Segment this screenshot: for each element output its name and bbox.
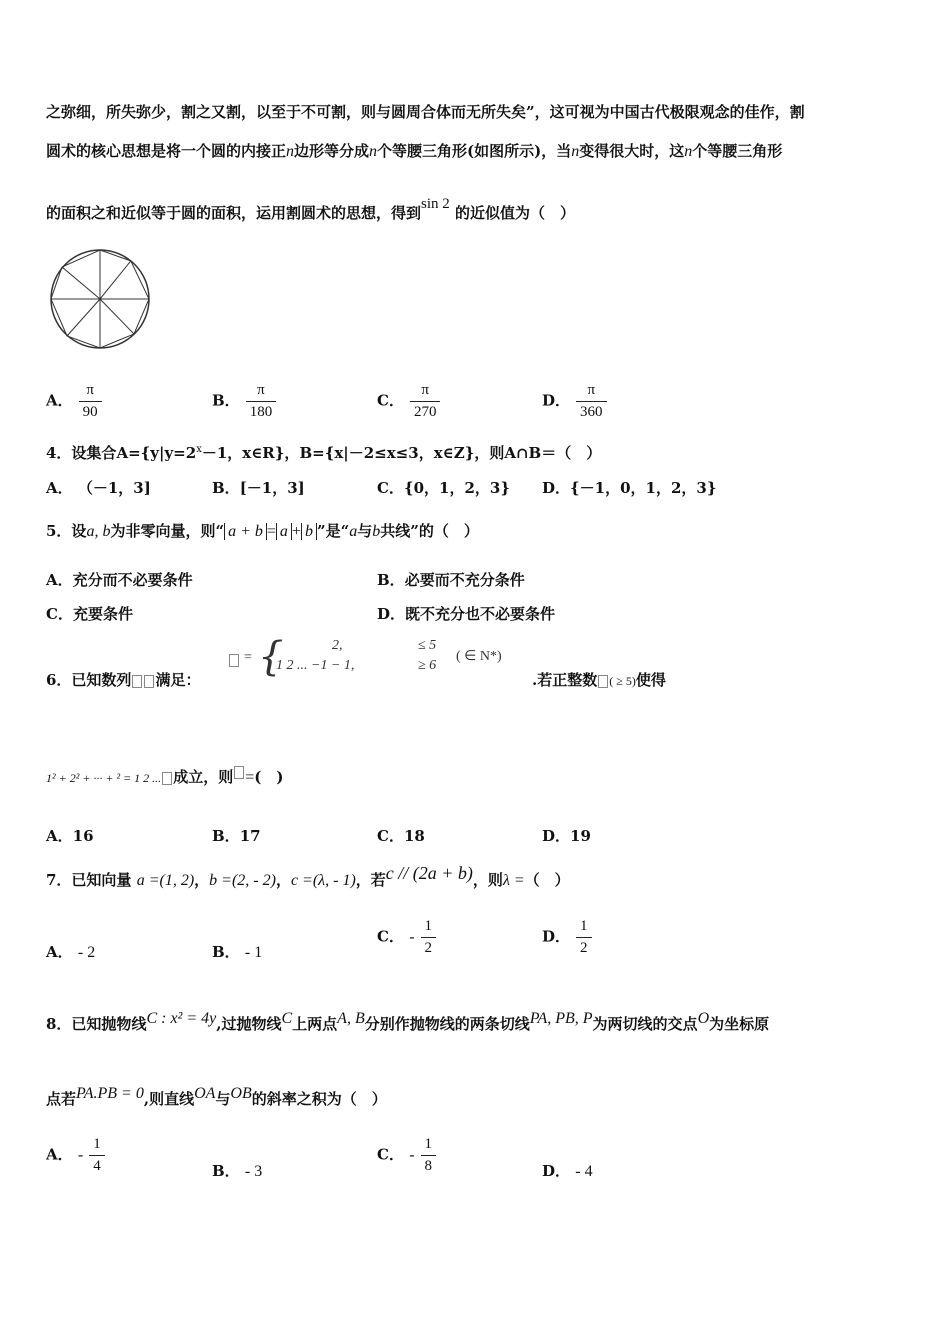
q5-option-d[interactable]: D．既不充分也不必要条件 <box>377 605 556 623</box>
q6-option-b[interactable]: B．17 <box>212 827 261 845</box>
q6-stem: 6．已知数列 满足： <box>46 671 201 689</box>
q6-option-d[interactable]: D．19 <box>542 827 591 845</box>
q3-line3: 的面积之和近似等于圆的面积，运用割圆术的思想，得到sin 2 的近似值为（ ） <box>46 196 576 222</box>
q6-option-a[interactable]: A．16 <box>46 827 94 845</box>
q3-line1: 之弥细，所失弥少，割之又割，以至于不可割，则与圆周合体而无所失矣”，这可视为中国古代极限观念的佳作，割 <box>46 103 805 121</box>
q3-option-c[interactable]: C． $\frac{\pi}{270}$ <box>377 382 440 421</box>
q6-piecewise: = { 2, 1 2 ... −1 − 1, ≤ 5 ≥ 6 ( ∈ N*) <box>228 636 538 686</box>
q5-option-b[interactable]: B．必要而不充分条件 <box>377 571 525 589</box>
q3-option-d[interactable]: D． $\frac{\pi}{360}$ <box>542 382 607 421</box>
q8-option-c[interactable]: C． - $\frac{1}{8}$ <box>377 1136 436 1175</box>
q5-option-c[interactable]: C．充要条件 <box>46 605 133 623</box>
q8-option-b[interactable]: B． - 3 <box>212 1162 263 1180</box>
q4-stem: 4．设集合$A=\{y|y=2^x-1$，x∈R}，B={x|－2≤x≤3，x∈Z}，则A∩B＝（ ） <box>46 444 602 462</box>
q3-line2: 圆术的核心思想是将一个圆的内接正n边形等分成n个等腰三角形(如图所示)，当n变得很大时，这n个等腰三角形 <box>46 142 783 160</box>
q8-option-a[interactable]: A． - $\frac{1}{4}$ <box>46 1136 105 1175</box>
q5-option-a[interactable]: A．充分而不必要条件 <box>46 571 193 589</box>
q3-option-b[interactable]: B． $\frac{\pi}{180}$ <box>212 382 276 421</box>
q7-stem: 7．已知向量 a =(1, 2)，b =(2, - 2)，c =(λ, - 1)，若c // (2a + b)，则λ =（ ） <box>46 863 570 889</box>
q4-option-d[interactable]: D．{－1，0，1，2，3} <box>542 479 717 497</box>
q4-option-b[interactable]: B．[－1，3] <box>212 479 305 497</box>
q4-option-a[interactable]: A． （－1，3] <box>46 479 151 497</box>
q7-option-b[interactable]: B． - 1 <box>212 943 263 961</box>
q4-option-c[interactable]: C．{0，1，2，3} <box>377 479 510 497</box>
q6-option-c[interactable]: C．18 <box>377 827 425 845</box>
q8-option-d[interactable]: D． - 4 <box>542 1162 593 1180</box>
q8-line2: 点若PA.PB = 0,则直线OA与OB的斜率之积为（ ） <box>46 1085 387 1108</box>
circle-division-figure <box>46 248 156 352</box>
q8-stem: 8．已知抛物线C : x² = 4y,过抛物线C上两点A, B分别作抛物线的两条切线PA, PB, P为两切线的交点O为坐标原 <box>46 1010 770 1033</box>
q7-option-d[interactable]: D． $\frac{1}{2}$ <box>542 918 592 957</box>
q5-stem: 5．设a, b为非零向量，则“ a + b = a + b ”是“a与b共线”的（ ） <box>46 522 479 540</box>
q6-stem-tail: .若正整数 ( ≥ 5)使得 <box>532 671 666 689</box>
q7-option-c[interactable]: C． - $\frac{1}{2}$ <box>377 918 436 957</box>
q6-line2: 1² + 2² + ··· + ² = 1 2 ... 成立，则 =( ) <box>46 766 283 787</box>
q7-option-a[interactable]: A． - 2 <box>46 943 96 961</box>
q3-option-a[interactable]: A． $\frac{\pi}{90}$ <box>46 382 102 421</box>
